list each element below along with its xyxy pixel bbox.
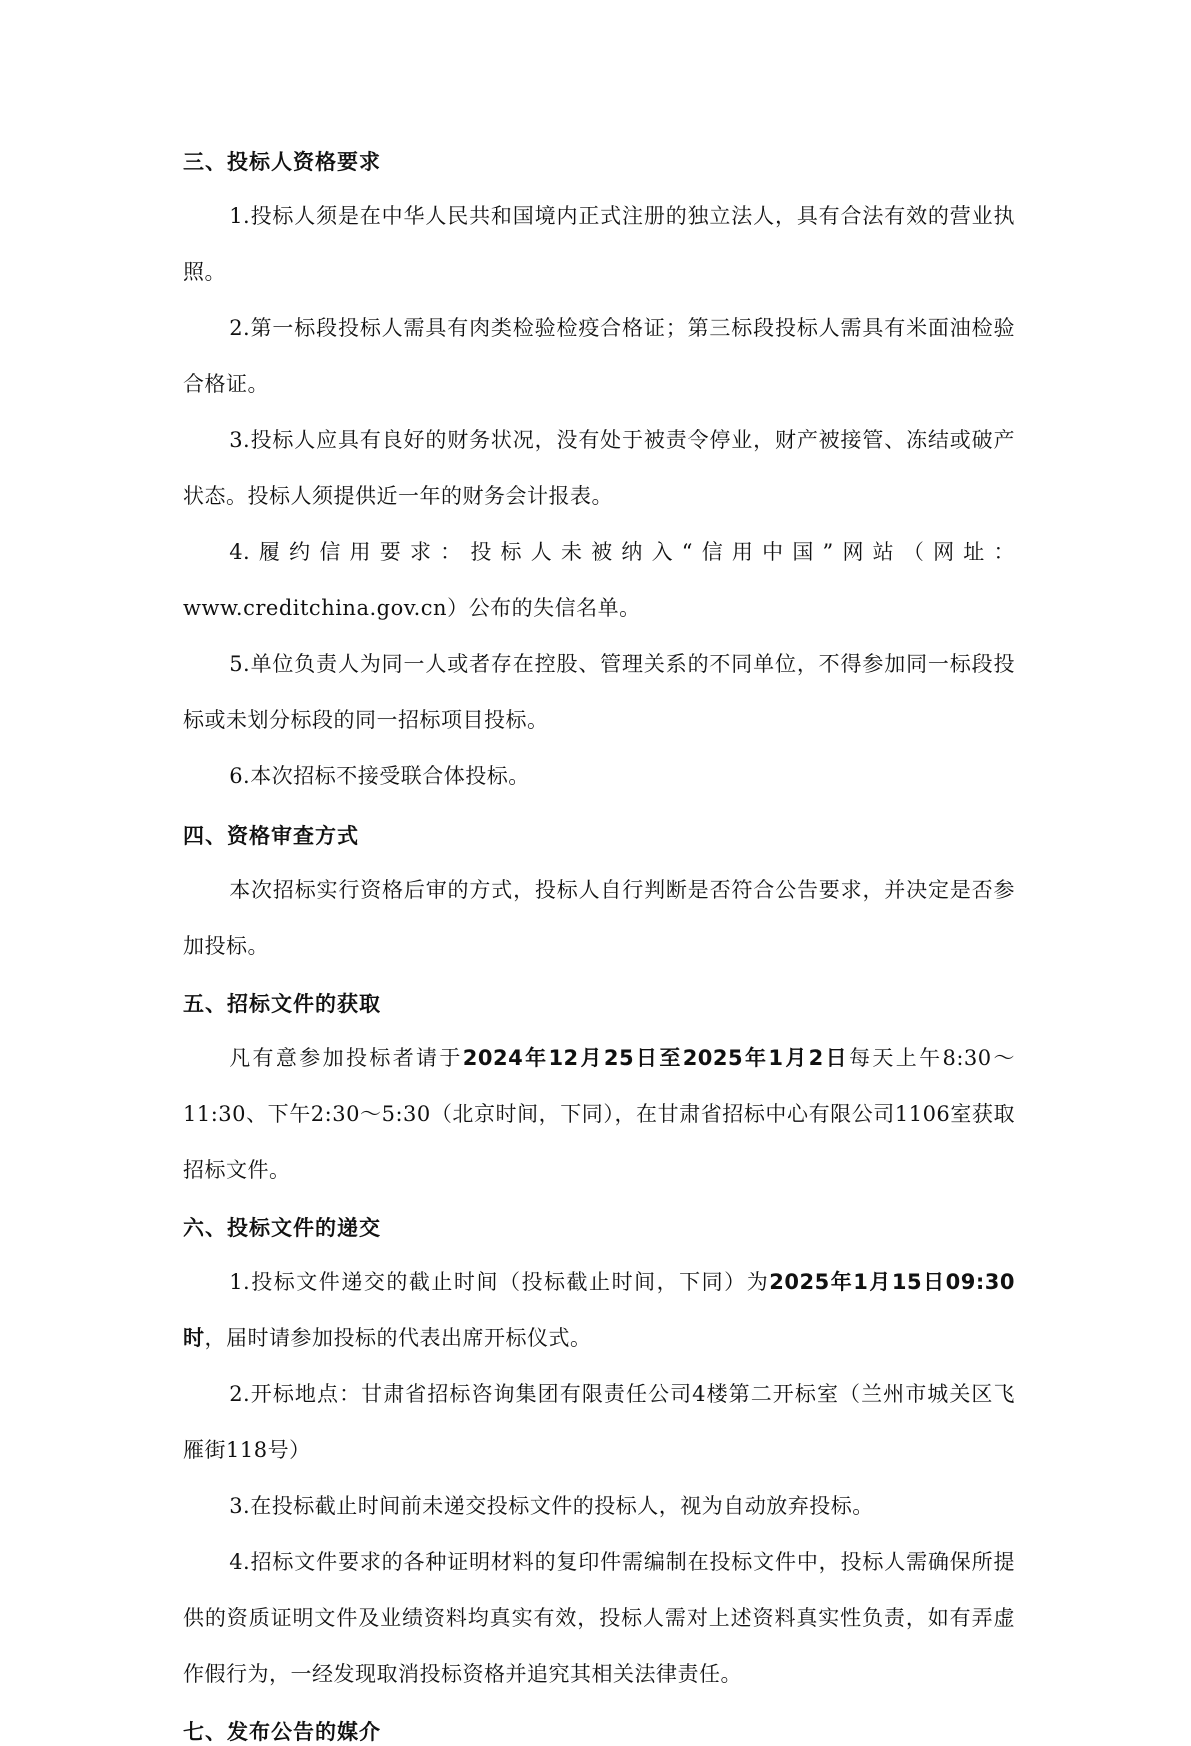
submission-item-4: 4.招标文件要求的各种证明材料的复印件需编制在投标文件中，投标人需确保所提供的资质证明文件及业绩资料均真实有效，投标人需对上述资料真实性负责，如有弄虚作假行为，一经发现取消投标资格并追究其相关法律责任。	[183, 1550, 1015, 1686]
acquisition-text-tail: 每天上午8:30～11:30、下午2:30～5:30（北京时间，下同），在甘肃省招标中心有限公司1106室获取招标文件。	[183, 1046, 1015, 1182]
submission-deadline-lead: 1.投标文件递交的截止时间（投标截止时间，下同）为	[229, 1270, 770, 1294]
submission-deadline-tail: ，届时请参加投标的代表出席开标仪式。	[204, 1326, 592, 1350]
submission-item-3: 3.在投标截止时间前未递交投标文件的投标人，视为自动放弃投标。	[229, 1494, 874, 1518]
qualification-review-text: 本次招标实行资格后审的方式，投标人自行判断是否符合公告要求，并决定是否参加投标。	[183, 878, 1015, 958]
submission-item-1	[183, 1254, 1015, 1366]
section-heading-3: 三、投标人资格要求	[183, 150, 381, 174]
document-page	[183, 148, 1015, 1746]
requirement-item-5: 5.单位负责人为同一人或者存在控股、管理关系的不同单位，不得参加同一标段投标或未划分标段的同一招标项目投标。	[183, 652, 1015, 732]
requirement-item-3: 3.投标人应具有良好的财务状况，没有处于被责令停业，财产被接管、冻结或破产状态。投标人须提供近一年的财务会计报表。	[183, 428, 1015, 508]
requirement-item-6: 6.本次招标不接受联合体投标。	[229, 764, 530, 788]
document-acquisition-text	[183, 1030, 1015, 1198]
acquisition-period: 2024年12月25日至2025年1月2日	[462, 1046, 850, 1070]
section-heading-7: 七、发布公告的媒介	[183, 1720, 381, 1744]
requirement-item-2: 2.第一标段投标人需具有肉类检验检疫合格证；第三标段投标人需具有米面油检验合格证。	[183, 316, 1015, 396]
requirement-item-4: 4.履约信用要求：投标人未被纳入“信用中国”网站（网址：www.creditchina.gov.cn）公布的失信名单。	[183, 540, 1015, 620]
section-heading-4: 四、资格审查方式	[183, 824, 359, 848]
submission-deadline: 2025年1月15日09:30时	[183, 1270, 1015, 1350]
submission-item-2: 2.开标地点：甘肃省招标咨询集团有限责任公司4楼第二开标室（兰州市城关区飞雁街118号）	[183, 1382, 1015, 1462]
acquisition-text-lead: 凡有意参加投标者请于	[229, 1046, 463, 1070]
section-heading-5: 五、招标文件的获取	[183, 992, 381, 1016]
section-heading-6: 六、投标文件的递交	[183, 1216, 381, 1240]
requirement-item-1: 1.投标人须是在中华人民共和国境内正式注册的独立法人，具有合法有效的营业执照。	[183, 204, 1015, 284]
